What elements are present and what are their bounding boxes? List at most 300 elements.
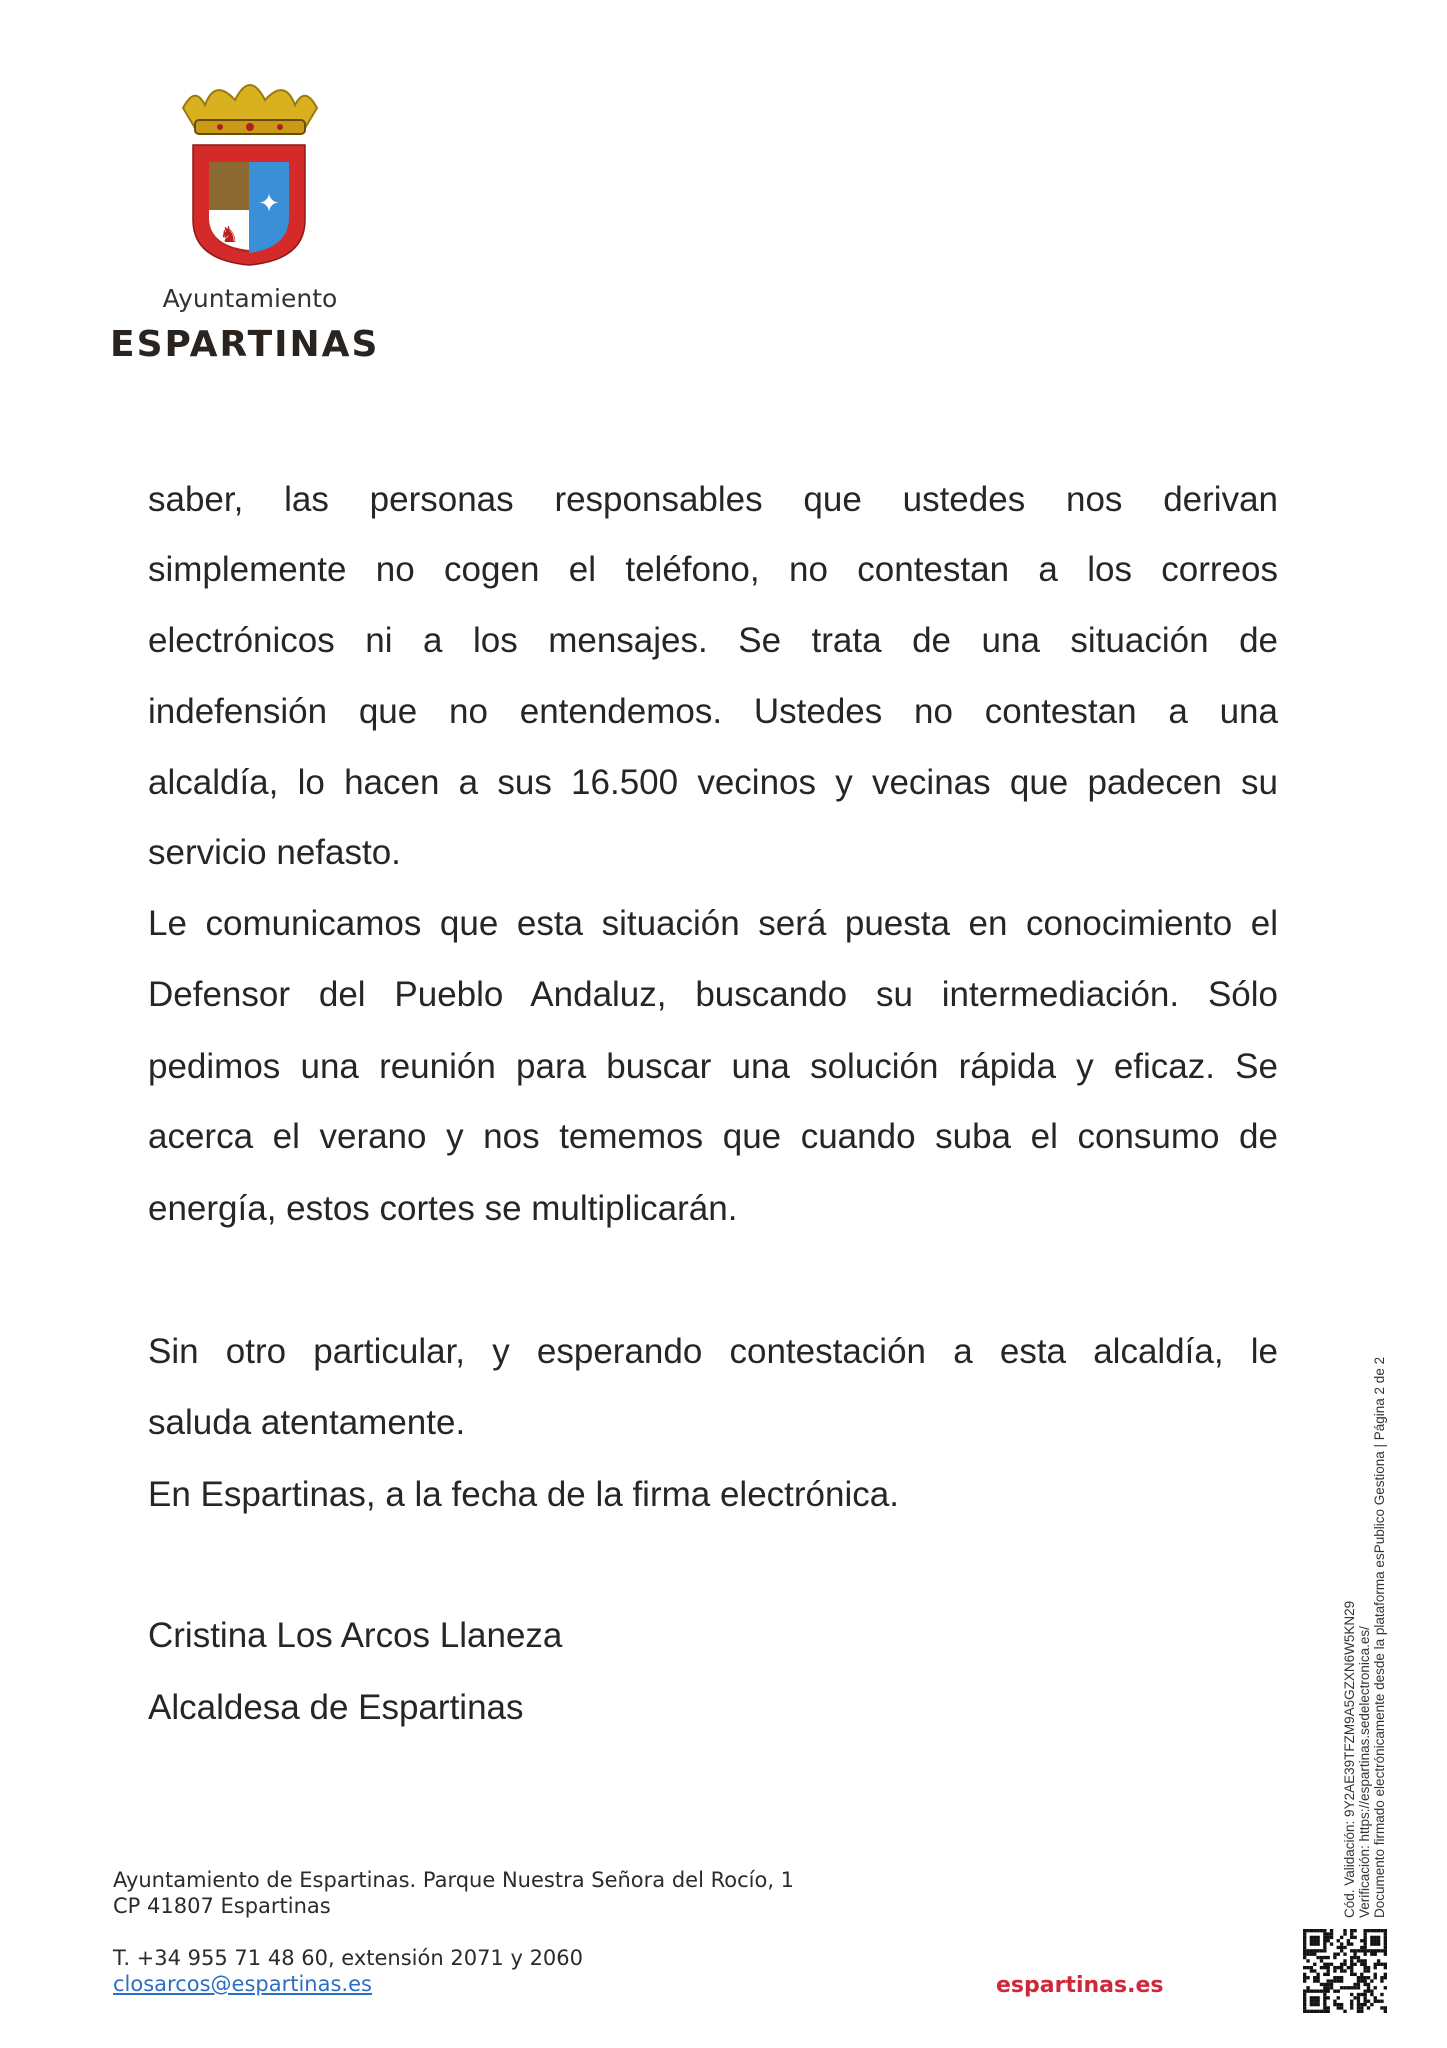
qr-module xyxy=(1323,1936,1326,1939)
qr-module xyxy=(1343,1953,1346,1956)
qr-module xyxy=(1327,2006,1330,2009)
qr-module xyxy=(1327,1932,1330,1935)
qr-module xyxy=(1380,1979,1383,1982)
qr-module xyxy=(1323,1939,1326,1942)
qr-module xyxy=(1343,1946,1346,1949)
qr-module xyxy=(1360,1979,1363,1982)
qr-module xyxy=(1350,1936,1353,1939)
qr-module xyxy=(1350,1959,1353,1962)
qr-module xyxy=(1330,1942,1333,1945)
footer-postcode: CP 41807 Espartinas xyxy=(113,1894,331,1918)
qr-module xyxy=(1313,1942,1316,1945)
qr-module xyxy=(1323,1929,1326,1932)
qr-module xyxy=(1310,1949,1313,1952)
qr-module xyxy=(1374,1976,1377,1979)
qr-module xyxy=(1313,1963,1316,1966)
qr-module xyxy=(1353,1973,1356,1976)
qr-module xyxy=(1357,1993,1360,1996)
qr-module xyxy=(1316,1956,1319,1959)
qr-module xyxy=(1384,1939,1387,1942)
qr-module xyxy=(1316,1996,1319,1999)
qr-module xyxy=(1303,1942,1306,1945)
qr-module xyxy=(1343,1963,1346,1966)
qr-module xyxy=(1303,1979,1306,1982)
qr-module xyxy=(1363,1953,1366,1956)
qr-module xyxy=(1343,1986,1346,1989)
qr-module xyxy=(1360,1946,1363,1949)
qr-module xyxy=(1367,1976,1370,1979)
qr-module xyxy=(1310,1969,1313,1972)
body-line: Le comunicamos que esta situación será puesta en conocimiento el xyxy=(148,904,1278,943)
qr-module xyxy=(1323,1986,1326,1989)
qr-module xyxy=(1303,1993,1306,1996)
qr-module xyxy=(1374,1966,1377,1969)
qr-module xyxy=(1363,1939,1366,1942)
qr-module xyxy=(1306,1929,1309,1932)
qr-module xyxy=(1363,1942,1366,1945)
qr-module xyxy=(1303,1956,1306,1959)
qr-module xyxy=(1350,2003,1353,2006)
qr-module xyxy=(1367,1986,1370,1989)
qr-module xyxy=(1363,1959,1366,1962)
qr-module xyxy=(1343,2010,1346,2013)
qr-module xyxy=(1337,1976,1340,1979)
logo-subtitle: Ayuntamiento xyxy=(162,284,338,313)
qr-module xyxy=(1374,2000,1377,2003)
qr-module xyxy=(1327,1936,1330,1939)
qr-module xyxy=(1313,2010,1316,2013)
qr-module xyxy=(1323,1956,1326,1959)
qr-module xyxy=(1333,1976,1336,1979)
qr-module xyxy=(1310,1936,1313,1939)
qr-module xyxy=(1323,1989,1326,1992)
qr-module xyxy=(1327,1956,1330,1959)
qr-module xyxy=(1323,2010,1326,2013)
qr-module xyxy=(1374,1936,1377,1939)
qr-module xyxy=(1320,1983,1323,1986)
qr-module xyxy=(1380,1963,1383,1966)
qr-module xyxy=(1367,1949,1370,1952)
qr-module xyxy=(1316,1989,1319,1992)
qr-module xyxy=(1357,1956,1360,1959)
qr-module xyxy=(1360,1973,1363,1976)
qr-module xyxy=(1327,2010,1330,2013)
qr-module xyxy=(1313,2003,1316,2006)
body-line: pedimos una reunión para buscar una solución rápida y eficaz. Se xyxy=(148,1047,1278,1086)
qr-module xyxy=(1323,2006,1326,2009)
qr-module xyxy=(1303,1966,1306,1969)
qr-module xyxy=(1370,2003,1373,2006)
qr-module xyxy=(1327,1966,1330,1969)
qr-module xyxy=(1340,1936,1343,1939)
qr-module xyxy=(1367,1966,1370,1969)
qr-module xyxy=(1357,1983,1360,1986)
qr-module xyxy=(1384,1936,1387,1939)
qr-module xyxy=(1353,1986,1356,1989)
qr-module xyxy=(1330,1932,1333,1935)
qr-module xyxy=(1323,1996,1326,1999)
qr-module xyxy=(1303,1953,1306,1956)
qr-module xyxy=(1363,1949,1366,1952)
qr-module xyxy=(1323,1973,1326,1976)
qr-module xyxy=(1363,1983,1366,1986)
qr-module xyxy=(1384,2006,1387,2009)
qr-module xyxy=(1320,2010,1323,2013)
qr-module xyxy=(1363,2003,1366,2006)
qr-module xyxy=(1337,2003,1340,2006)
qr-module xyxy=(1384,1949,1387,1952)
qr-module xyxy=(1353,1983,1356,1986)
logo-title: ESPARTINAS xyxy=(110,324,380,365)
qr-module xyxy=(1337,1989,1340,1992)
qr-module xyxy=(1323,1946,1326,1949)
qr-module xyxy=(1377,1929,1380,1932)
qr-module xyxy=(1377,1963,1380,1966)
qr-module xyxy=(1306,1959,1309,1962)
qr-module xyxy=(1313,1936,1316,1939)
qr-module xyxy=(1380,1949,1383,1952)
qr-module xyxy=(1367,1983,1370,1986)
qr-module xyxy=(1363,1963,1366,1966)
qr-module xyxy=(1340,1966,1343,1969)
qr-module xyxy=(1313,1989,1316,1992)
qr-module xyxy=(1370,1949,1373,1952)
qr-module xyxy=(1333,1956,1336,1959)
shield-icon xyxy=(193,145,305,265)
qr-module xyxy=(1310,2010,1313,2013)
qr-module xyxy=(1384,1946,1387,1949)
qr-module xyxy=(1337,1996,1340,1999)
qr-module xyxy=(1363,1989,1366,1992)
qr-module xyxy=(1347,1942,1350,1945)
qr-module xyxy=(1316,1942,1319,1945)
qr-module xyxy=(1306,1976,1309,1979)
qr-module xyxy=(1337,1946,1340,1949)
verification-url[interactable]: Verificación: https://espartinas.sedelectronica.es/ xyxy=(1357,1626,1372,1918)
qr-module xyxy=(1350,1929,1353,1932)
qr-module xyxy=(1384,2010,1387,2013)
qr-module xyxy=(1370,1993,1373,1996)
qr-module xyxy=(1384,1953,1387,1956)
qr-module xyxy=(1310,2000,1313,2003)
qr-module xyxy=(1313,1976,1316,1979)
qr-module xyxy=(1384,1929,1387,1932)
qr-module xyxy=(1350,1932,1353,1935)
qr-module xyxy=(1347,1986,1350,1989)
qr-module xyxy=(1316,1929,1319,1932)
qr-module xyxy=(1363,1946,1366,1949)
qr-module xyxy=(1384,1986,1387,1989)
qr-module xyxy=(1303,1936,1306,1939)
footer-email-link[interactable]: closarcos@espartinas.es xyxy=(113,1972,372,1996)
qr-module xyxy=(1353,1953,1356,1956)
qr-module xyxy=(1333,1969,1336,1972)
qr-module xyxy=(1343,1932,1346,1935)
qr-module xyxy=(1306,1989,1309,1992)
qr-module xyxy=(1347,1939,1350,1942)
qr-module xyxy=(1360,2006,1363,2009)
qr-module xyxy=(1316,1936,1319,1939)
qr-module xyxy=(1316,2000,1319,2003)
qr-module xyxy=(1310,1996,1313,1999)
qr-module xyxy=(1374,1973,1377,1976)
body-line: servicio nefasto. xyxy=(148,833,401,872)
qr-module xyxy=(1363,1996,1366,1999)
qr-module xyxy=(1333,2000,1336,2003)
platform-note: Documento firmado electrónicamente desde la plataforma esPublico Gestiona | Página 2 de 2 xyxy=(1372,1356,1387,1918)
qr-module xyxy=(1333,1966,1336,1969)
qr-module xyxy=(1323,1993,1326,1996)
qr-module xyxy=(1320,1966,1323,1969)
qr-module xyxy=(1327,1983,1330,1986)
qr-module xyxy=(1350,1993,1353,1996)
qr-module xyxy=(1353,1963,1356,1966)
qr-module xyxy=(1357,1976,1360,1979)
qr-module xyxy=(1340,1986,1343,1989)
qr-module xyxy=(1363,1929,1366,1932)
footer-phone: T. +34 955 71 48 60, extensión 2071 y 2060 xyxy=(113,1946,584,1970)
qr-module xyxy=(1337,1939,1340,1942)
qr-module xyxy=(1320,1929,1323,1932)
qr-module xyxy=(1320,1949,1323,1952)
qr-module xyxy=(1360,1993,1363,1996)
crown-icon xyxy=(183,85,317,134)
qr-module xyxy=(1340,1963,1343,1966)
qr-module xyxy=(1357,2010,1360,2013)
qr-module xyxy=(1303,1976,1306,1979)
svg-text:♞: ♞ xyxy=(219,222,239,247)
body-line: electrónicos ni a los mensajes. Se trata de una situación de xyxy=(148,621,1278,660)
qr-module xyxy=(1384,1932,1387,1935)
qr-module xyxy=(1340,1942,1343,1945)
qr-module xyxy=(1303,1949,1306,1952)
qr-module xyxy=(1374,1942,1377,1945)
qr-module xyxy=(1374,1986,1377,1989)
qr-module xyxy=(1303,1939,1306,1942)
qr-module xyxy=(1323,1949,1326,1952)
qr-module xyxy=(1303,2000,1306,2003)
qr-module xyxy=(1310,1939,1313,1942)
qr-module xyxy=(1316,1939,1319,1942)
qr-module xyxy=(1367,2000,1370,2003)
qr-module xyxy=(1320,1956,1323,1959)
body-line: acerca el verano y nos tememos que cuando suba el consumo de xyxy=(148,1117,1278,1156)
qr-module xyxy=(1380,2000,1383,2003)
qr-module xyxy=(1340,1969,1343,1972)
qr-module xyxy=(1306,1949,1309,1952)
qr-module xyxy=(1330,1936,1333,1939)
qr-module xyxy=(1367,1969,1370,1972)
qr-module xyxy=(1363,1979,1366,1982)
qr-module xyxy=(1340,1976,1343,1979)
qr-module xyxy=(1353,1956,1356,1959)
qr-module xyxy=(1340,1979,1343,1982)
qr-module xyxy=(1370,1979,1373,1982)
qr-module xyxy=(1333,1953,1336,1956)
qr-module xyxy=(1306,1966,1309,1969)
qr-module xyxy=(1323,2003,1326,2006)
qr-module xyxy=(1370,1989,1373,1992)
qr-module xyxy=(1310,1966,1313,1969)
qr-module xyxy=(1316,1949,1319,1952)
body-line: alcaldía, lo hacen a sus 16.500 vecinos y vecinas que padecen su xyxy=(148,763,1278,802)
qr-module xyxy=(1350,1963,1353,1966)
qr-module xyxy=(1337,2006,1340,2009)
qr-module xyxy=(1350,1966,1353,1969)
qr-module xyxy=(1316,1973,1319,1976)
qr-module xyxy=(1313,1939,1316,1942)
qr-module xyxy=(1327,1979,1330,1982)
qr-module xyxy=(1316,1979,1319,1982)
qr-module xyxy=(1360,1976,1363,1979)
qr-module xyxy=(1327,1989,1330,1992)
qr-module xyxy=(1374,1949,1377,1952)
qr-module xyxy=(1343,1959,1346,1962)
qr-module xyxy=(1353,1996,1356,1999)
qr-module xyxy=(1327,1939,1330,1942)
qr-module xyxy=(1357,2003,1360,2006)
qr-code-icon xyxy=(1303,1929,1387,2013)
qr-module xyxy=(1370,1953,1373,1956)
qr-module xyxy=(1360,1939,1363,1942)
qr-module xyxy=(1310,2003,1313,2006)
qr-module xyxy=(1303,2006,1306,2009)
qr-module xyxy=(1370,1936,1373,1939)
body-line: saluda atentamente. xyxy=(148,1403,466,1442)
qr-module xyxy=(1310,1929,1313,1932)
qr-module xyxy=(1306,1986,1309,1989)
body-line: simplemente no cogen el teléfono, no contestan a los correos xyxy=(148,550,1278,589)
qr-module xyxy=(1350,2000,1353,2003)
qr-module xyxy=(1330,1979,1333,1982)
body-line: Sin otro particular, y esperando contestación a esta alcaldía, le xyxy=(148,1332,1278,1371)
qr-module xyxy=(1337,1966,1340,1969)
qr-module xyxy=(1313,2000,1316,2003)
qr-module xyxy=(1310,1953,1313,1956)
qr-module xyxy=(1374,1939,1377,1942)
qr-module xyxy=(1343,1969,1346,1972)
qr-module xyxy=(1353,1936,1356,1939)
validation-code: Cód. Validación: 9Y2AE39TFZM9A5GZXN6W5KN29 xyxy=(1342,1600,1357,1918)
qr-module xyxy=(1384,1942,1387,1945)
qr-module xyxy=(1303,1996,1306,1999)
qr-module xyxy=(1357,1986,1360,1989)
body-line: energía, estos cortes se multiplicarán. xyxy=(148,1189,738,1228)
qr-module xyxy=(1310,1942,1313,1945)
qr-module xyxy=(1374,1963,1377,1966)
qr-module xyxy=(1384,1973,1387,1976)
qr-module xyxy=(1363,1936,1366,1939)
qr-module xyxy=(1380,2006,1383,2009)
qr-module xyxy=(1384,1966,1387,1969)
qr-module xyxy=(1343,1929,1346,1932)
qr-module xyxy=(1377,1942,1380,1945)
body-line: Defensor del Pueblo Andaluz, buscando su intermediación. Sólo xyxy=(148,975,1278,1014)
qr-module xyxy=(1303,1973,1306,1976)
verification-text xyxy=(1342,1357,1387,1918)
footer-website-link[interactable]: espartinas.es xyxy=(996,1973,1164,1998)
qr-module xyxy=(1320,1989,1323,1992)
qr-module xyxy=(1320,1959,1323,1962)
qr-module xyxy=(1340,2003,1343,2006)
qr-module xyxy=(1306,1953,1309,1956)
qr-module xyxy=(1350,1969,1353,1972)
qr-module xyxy=(1370,1929,1373,1932)
qr-module xyxy=(1367,2006,1370,2009)
qr-module xyxy=(1360,1959,1363,1962)
qr-module xyxy=(1330,1986,1333,1989)
qr-module xyxy=(1350,1973,1353,1976)
qr-module xyxy=(1340,2006,1343,2009)
qr-module xyxy=(1357,2006,1360,2009)
qr-module xyxy=(1374,1929,1377,1932)
qr-module xyxy=(1380,1976,1383,1979)
qr-module xyxy=(1303,1932,1306,1935)
qr-module xyxy=(1370,1939,1373,1942)
qr-module xyxy=(1374,1953,1377,1956)
qr-module xyxy=(1337,1953,1340,1956)
qr-module xyxy=(1303,2010,1306,2013)
svg-text:✦: ✦ xyxy=(258,188,280,218)
qr-module xyxy=(1327,1986,1330,1989)
qr-module xyxy=(1303,1929,1306,1932)
qr-module xyxy=(1323,1963,1326,1966)
qr-module xyxy=(1330,1929,1333,1932)
qr-module xyxy=(1316,2010,1319,2013)
signer-title: Alcaldesa de Espartinas xyxy=(148,1688,524,1727)
qr-module xyxy=(1360,1963,1363,1966)
qr-module xyxy=(1316,2003,1319,2006)
qr-module xyxy=(1367,1989,1370,1992)
qr-module xyxy=(1313,1953,1316,1956)
qr-module xyxy=(1357,2000,1360,2003)
qr-module xyxy=(1357,1959,1360,1962)
body-line: saber, las personas responsables que ustedes nos derivan xyxy=(148,480,1278,519)
qr-module xyxy=(1316,1976,1319,1979)
qr-module xyxy=(1353,1929,1356,1932)
qr-module xyxy=(1323,1942,1326,1945)
qr-module xyxy=(1377,1959,1380,1962)
qr-module xyxy=(1303,1989,1306,1992)
qr-module xyxy=(1313,1969,1316,1972)
qr-module xyxy=(1353,1949,1356,1952)
qr-module xyxy=(1327,1973,1330,1976)
qr-module xyxy=(1367,1929,1370,1932)
qr-module xyxy=(1377,2000,1380,2003)
qr-module xyxy=(1350,2006,1353,2009)
qr-module xyxy=(1363,1969,1366,1972)
qr-module xyxy=(1327,1969,1330,1972)
qr-module xyxy=(1333,1979,1336,1982)
qr-module xyxy=(1340,1946,1343,1949)
qr-module xyxy=(1323,1932,1326,1935)
qr-module xyxy=(1333,2003,1336,2006)
qr-module xyxy=(1357,1949,1360,1952)
qr-module xyxy=(1360,1949,1363,1952)
qr-module xyxy=(1327,1963,1330,1966)
qr-module xyxy=(1313,1979,1316,1982)
qr-module xyxy=(1330,1963,1333,1966)
qr-module xyxy=(1384,1963,1387,1966)
qr-module xyxy=(1377,1936,1380,1939)
body-line: indefensión que no entendemos. Ustedes no contestan a una xyxy=(148,692,1278,731)
qr-module xyxy=(1370,1942,1373,1945)
qr-module xyxy=(1360,2003,1363,2006)
qr-module xyxy=(1360,2010,1363,2013)
qr-module xyxy=(1323,2000,1326,2003)
signer-name: Cristina Los Arcos Llaneza xyxy=(148,1616,563,1655)
qr-module xyxy=(1374,1996,1377,1999)
